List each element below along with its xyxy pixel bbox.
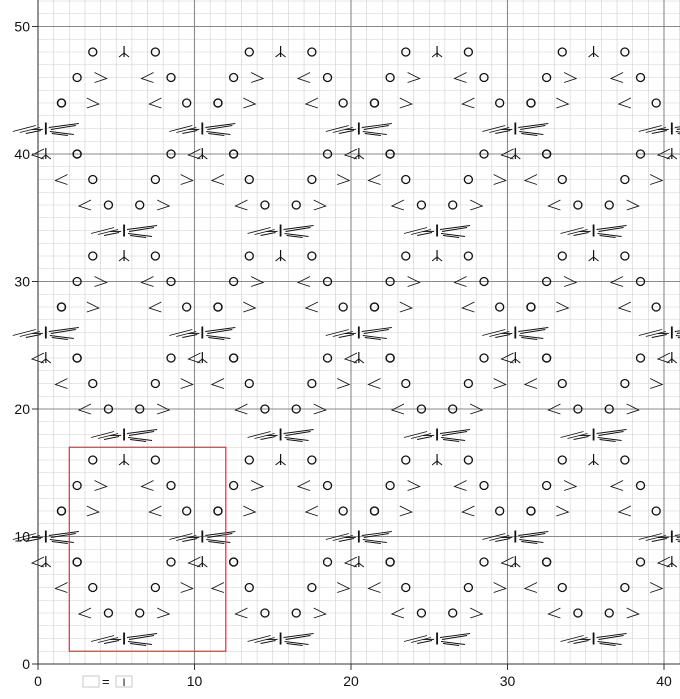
cable-cross-symbol: [482, 327, 548, 340]
y-tick-label: 50: [14, 18, 30, 35]
cable-cross-symbol: [326, 123, 392, 136]
cable-cross-symbol: [639, 123, 680, 136]
cable-cross-symbol: [91, 633, 157, 646]
cable-cross-symbol: [326, 327, 392, 340]
central-decrease-symbol: [589, 454, 599, 465]
cable-cross-symbol: [561, 633, 627, 646]
cable-cross-symbol: [404, 633, 470, 646]
x-tick-label: 40: [656, 673, 672, 689]
central-decrease-symbol: [589, 250, 599, 261]
legend-symbol: I: [122, 677, 126, 689]
y-tick-label: 40: [14, 146, 30, 162]
cable-cross-symbol: [91, 225, 157, 238]
cable-cross-symbol: [404, 225, 470, 238]
cable-cross-symbol: [561, 225, 627, 238]
central-decrease-symbol: [119, 250, 129, 261]
cable-cross-symbol: [169, 327, 235, 340]
cable-cross-symbol: [248, 633, 314, 646]
x-tick-label: 10: [186, 673, 203, 689]
y-tick-label: 30: [14, 273, 30, 290]
legend-equals: =: [102, 674, 110, 689]
cable-cross-symbol: [248, 225, 314, 238]
cable-cross-symbol: [13, 123, 79, 136]
central-decrease-symbol: [276, 46, 286, 57]
stitch-symbols: [13, 46, 680, 646]
central-decrease-symbol: [432, 454, 442, 465]
x-tick-label: 0: [34, 673, 42, 689]
cable-cross-symbol: [404, 429, 470, 442]
cable-cross-symbol: [561, 429, 627, 442]
cable-cross-symbol: [13, 327, 79, 340]
central-decrease-symbol: [119, 46, 129, 57]
cable-cross-symbol: [248, 429, 314, 442]
cable-cross-symbol: [639, 327, 680, 340]
central-decrease-symbol: [276, 454, 286, 465]
x-tick-label: 20: [343, 673, 359, 689]
cable-cross-symbol: [169, 123, 235, 136]
cable-cross-symbol: [482, 123, 548, 136]
legend-blank-cell: [83, 676, 99, 687]
central-decrease-symbol: [589, 46, 599, 57]
central-decrease-symbol: [432, 46, 442, 57]
y-tick-label: 10: [14, 528, 30, 545]
y-tick-label: 0: [22, 656, 30, 672]
cable-cross-symbol: [91, 429, 157, 442]
central-decrease-symbol: [119, 454, 129, 465]
central-decrease-symbol: [432, 250, 442, 261]
x-tick-label: 30: [499, 673, 516, 689]
y-tick-label: 20: [14, 401, 30, 417]
central-decrease-symbol: [276, 250, 286, 261]
